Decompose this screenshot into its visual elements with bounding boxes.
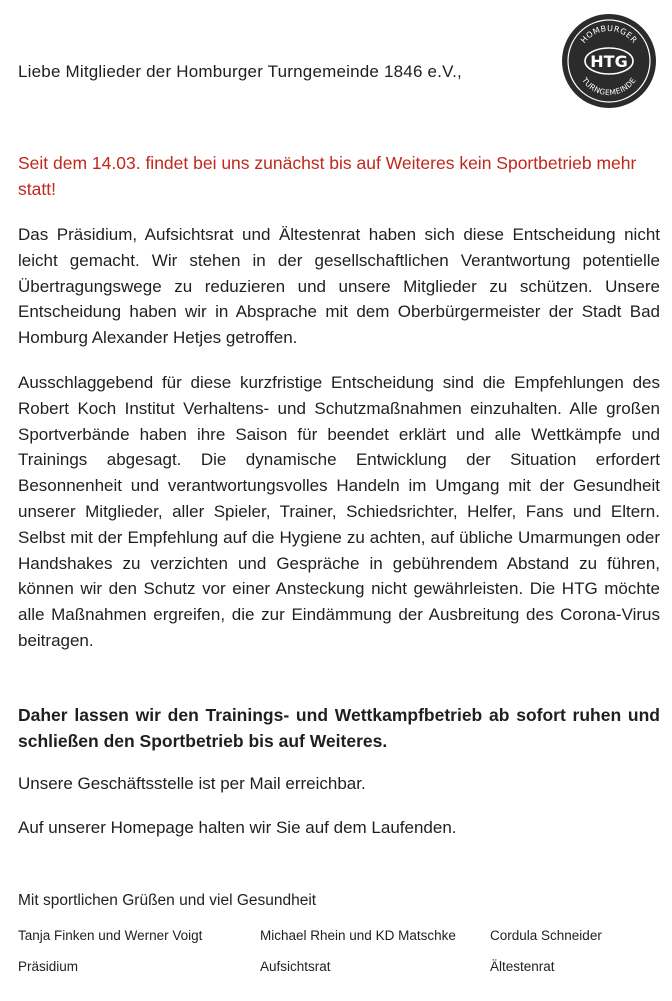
signature-role-praesidium: Präsidium <box>18 959 79 974</box>
paragraph-decision: Das Präsidium, Aufsichtsrat und Ältestenrat haben sich diese Entscheidung nicht leicht gemacht. Wir stehen in der gesellschaftlichen Verantwortung potentielle Übertragungswege zu reduzieren und unsere Mitglieder zu schützen. Unsere Entscheidung haben wir in Absprache mit dem Oberbürgermeister der Stadt Bad Homburg Alexander Hetjes getroffen. <box>18 225 660 348</box>
headline: Seit dem 14.03. findet bei uns zunächst bis auf Weiteres kein Sportbetrieb mehr statt! <box>18 153 637 199</box>
paragraph-reasons: Ausschlaggebend für diese kurzfristige Entscheidung sind die Empfehlungen des Robert Koch Institut Verhaltens- und Schutzmaßnahmen einzuhalten. Alle großen Sportverbände haben ihre Saison für beendet erklärt und alle Wettkämpfe und Trainings abgesagt. Die dynamische Entwicklung der Situation erfordert Besonnenheit und verantwortungsvolles Handeln im Umgang mit der Gesundheit unserer Mitglieder, aller Spieler, Trainer, Schiedsrichter, Helfer, Fans und Eltern. Selbst mit der Empfehlung auf die Hygiene zu achten, auf übliche Umarmungen oder Handshakes zu verzichten und Gespräche in gebührendem Abstand zu führen, können wir den Schutz vor einer Ansteckung nicht gewährleisten. Die HTG möchte alle Maßnahmen ergreifen, die zur Eindämmung der Ausbreitung des Corona-Virus beitragen. <box>18 373 660 650</box>
logo-center-text: HTG <box>590 52 628 71</box>
signature-role-aeltestenrat: Ältestenrat <box>490 959 555 974</box>
homepage-line: Auf unserer Homepage halten wir Sie auf dem Laufenden. <box>18 818 457 837</box>
letter-greeting: Liebe Mitglieder der Homburger Turngemeinde 1846 e.V., <box>18 62 462 81</box>
logo-bottom-text: TURNGEMEINDE <box>580 75 638 98</box>
signature-names-aufsichtsrat: Michael Rhein und KD Matschke <box>260 928 456 943</box>
signature-names-aeltestenrat: Cordula Schneider <box>490 928 602 943</box>
closing-line: Mit sportlichen Grüßen und viel Gesundheit <box>18 892 317 909</box>
logo-top-text: HOMBURGER <box>579 23 639 45</box>
signature-names-praesidium: Tanja Finken und Werner Voigt <box>18 928 203 943</box>
signature-role-aufsichtsrat: Aufsichtsrat <box>260 959 331 974</box>
bold-statement: Daher lassen wir den Trainings- und Wettkampfbetrieb ab sofort ruhen und schließen den Sportbetrieb bis auf Weiteres. <box>18 705 660 751</box>
htg-logo <box>561 13 657 109</box>
office-line: Unsere Geschäftsstelle ist per Mail erreichbar. <box>18 774 366 793</box>
